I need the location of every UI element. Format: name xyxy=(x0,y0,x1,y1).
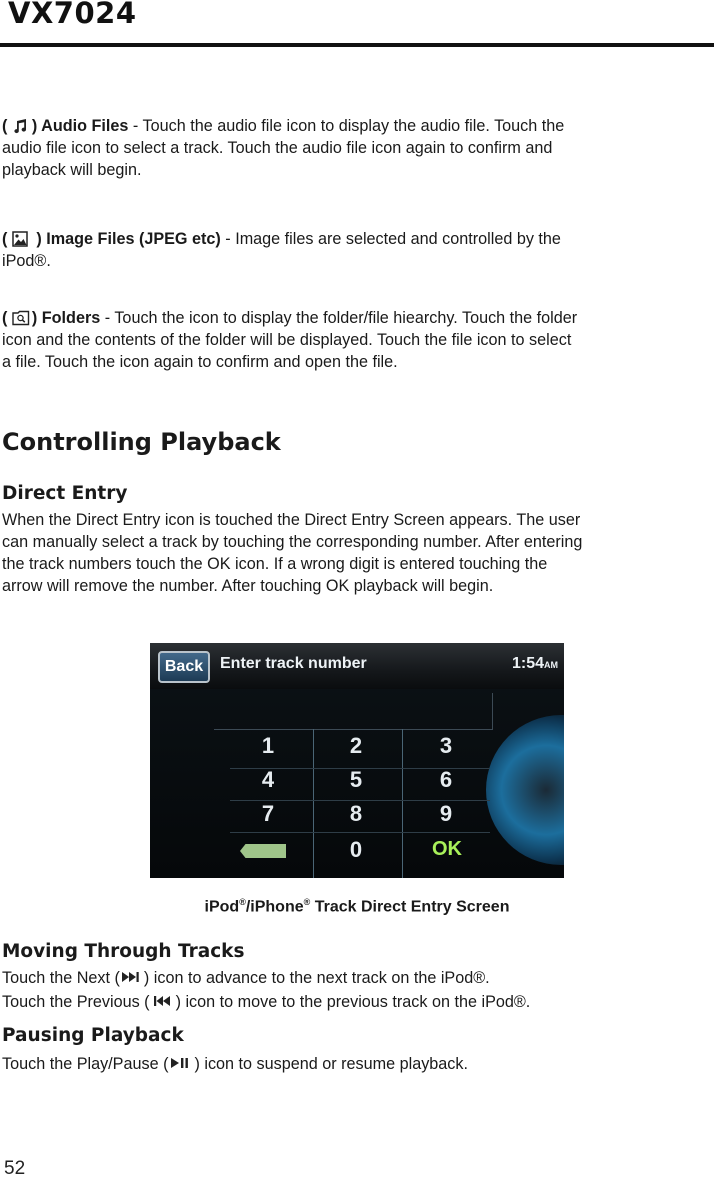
direct-entry-line-3: the track numbers touch the OK icon. If a wrong digit is entered touching the xyxy=(2,555,548,573)
screen-clock-suffix: AM xyxy=(544,660,558,670)
keypad-key-8: 8 xyxy=(349,801,363,826)
screen-decorative-disc xyxy=(486,715,564,865)
image-icon xyxy=(12,231,32,247)
folders-text-1: - Touch the icon to display the folder/file hiearchy. Touch the folder xyxy=(100,309,578,327)
direct-entry-line-1: When the Direct Entry icon is touched the Direct Entry Screen appears. The user xyxy=(2,511,581,529)
image-files-paragraph xyxy=(2,228,710,272)
caption-part-3: Track Direct Entry Screen xyxy=(310,898,510,916)
next-track-line xyxy=(2,967,490,989)
previous-track-text-after: ) icon to move to the previous track on the iPod®. xyxy=(175,993,531,1011)
screen-clock-time: 1:54 xyxy=(511,655,544,672)
header-divider xyxy=(0,43,714,47)
image-files-label: ) Image Files (JPEG etc) xyxy=(31,230,221,248)
folders-text-2: icon and the contents of the folder will be displayed. Touch the file icon to select xyxy=(2,331,572,349)
keypad-key-6: 6 xyxy=(439,767,453,792)
keypad-ok-key: OK xyxy=(432,838,462,860)
previous-track-icon xyxy=(150,994,176,1010)
folders-text-3: a file. Touch the icon again to confirm and open the file. xyxy=(2,353,398,371)
keypad-key-7: 7 xyxy=(261,801,275,826)
keypad-key-9: 9 xyxy=(439,801,453,826)
next-track-text-after: ) icon to advance to the next track on the iPod®. xyxy=(143,969,490,987)
screen-title: Enter track number xyxy=(220,655,367,672)
caption-part-1: iPod xyxy=(204,898,240,916)
keypad-key-2: 2 xyxy=(349,733,363,758)
image-files-text-1: - Image files are selected and controlled by the xyxy=(220,230,561,248)
audio-files-paragraph xyxy=(2,115,710,181)
image-files-text-2: iPod®. xyxy=(2,252,51,270)
caption-part-2: /iPhone xyxy=(245,898,304,916)
keypad-key-3: 3 xyxy=(439,733,453,758)
folder-search-icon xyxy=(12,310,32,326)
direct-entry-screen-image xyxy=(150,643,564,878)
page-header-title: VX7024 xyxy=(8,0,137,30)
page-number: 52 xyxy=(4,1158,26,1179)
image-files-label-open: ( xyxy=(2,230,12,248)
audio-files-text-2: audio file icon to select a track. Touch the audio file icon again to confirm and xyxy=(2,139,553,157)
keypad-key-4: 4 xyxy=(261,767,275,792)
previous-track-line xyxy=(2,991,530,1013)
play-pause-text-after: ) icon to suspend or resume playback. xyxy=(194,1055,468,1073)
previous-track-text-before: Touch the Previous ( xyxy=(2,993,150,1011)
keypad-key-0: 0 xyxy=(349,837,363,862)
keypad-backspace-arrow xyxy=(240,844,286,858)
play-pause-text-before: Touch the Play/Pause ( xyxy=(2,1055,169,1073)
next-track-icon xyxy=(120,970,144,986)
audio-files-text-3: playback will begin. xyxy=(2,161,142,179)
keypad-key-1: 1 xyxy=(261,733,275,758)
keypad-divider xyxy=(313,729,314,878)
screen-caption xyxy=(0,897,714,916)
pausing-playback-heading: Pausing Playback xyxy=(2,1025,184,1046)
keypad-divider xyxy=(402,729,403,878)
next-track-text-before: Touch the Next ( xyxy=(2,969,120,987)
audio-files-label: ) Audio Files xyxy=(31,117,129,135)
audio-files-label-open: ( xyxy=(2,117,12,135)
direct-entry-heading: Direct Entry xyxy=(2,483,128,504)
audio-files-text-1: - Touch the audio file icon to display the audio file. Touch the xyxy=(128,117,565,135)
caption-reg-mark: ® xyxy=(239,897,246,907)
folders-label: ) Folders xyxy=(31,309,101,327)
play-pause-line xyxy=(2,1053,468,1075)
direct-entry-line-4: arrow will remove the number. After touching OK playback will begin. xyxy=(2,577,494,595)
moving-tracks-heading: Moving Through Tracks xyxy=(2,941,245,962)
section-heading-controlling-playback: Controlling Playback xyxy=(2,428,281,456)
folders-paragraph xyxy=(2,307,710,373)
caption-reg-mark: ® xyxy=(303,897,311,907)
keypad-divider xyxy=(230,832,490,833)
screen-back-button: Back xyxy=(158,651,210,683)
music-note-icon xyxy=(12,118,32,134)
screen-clock xyxy=(512,655,558,673)
play-pause-icon xyxy=(168,1056,194,1072)
keypad-key-5: 5 xyxy=(349,767,363,792)
folders-label-open: ( xyxy=(2,309,12,327)
screen-track-number-field xyxy=(214,693,493,730)
direct-entry-line-2: can manually select a track by touching the corresponding number. After entering xyxy=(2,533,583,551)
